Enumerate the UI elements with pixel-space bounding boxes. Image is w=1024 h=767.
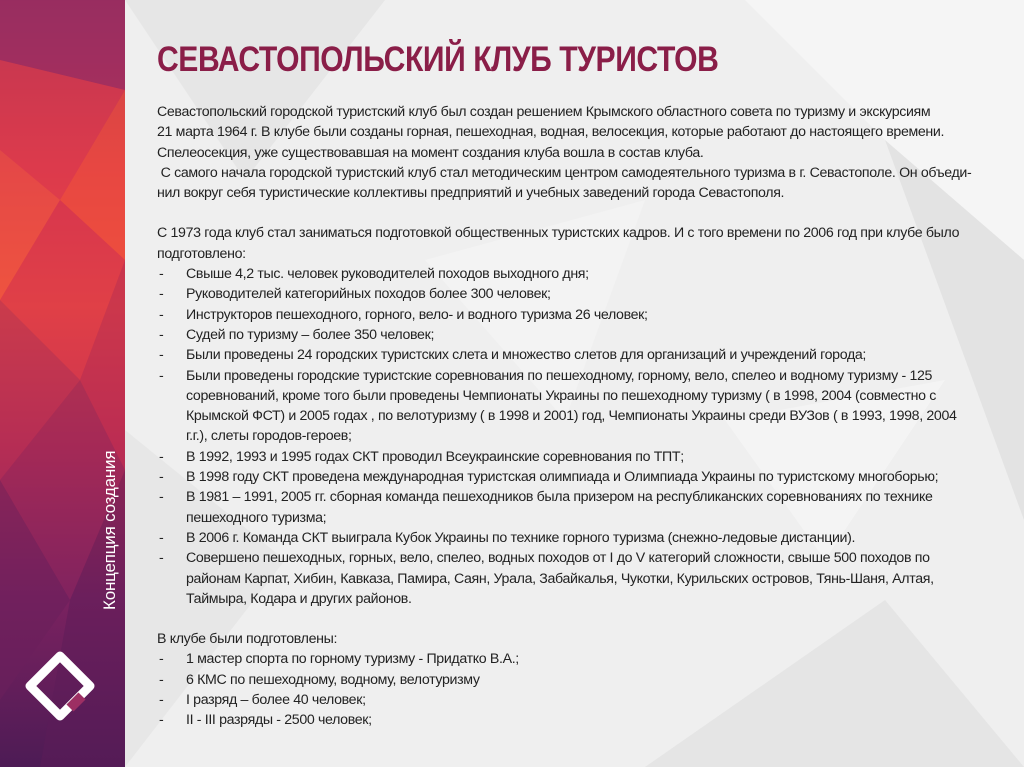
sidebar-caption-line: Концепция создания	[100, 450, 119, 610]
list-item	[157, 305, 1007, 325]
sidebar	[0, 0, 125, 767]
page-title: СЕВАСТОПОЛЬСКИЙ КЛУБ ТУРИСТОВ	[157, 40, 719, 79]
text-line: 21 марта 1964 г. В клубе были созданы горная, пешеходная, водная, велосекция, которые работают до настоящего времени.	[157, 124, 945, 141]
text-line: нил вокруг себя туристические коллективы предприятий и учебных заведений города Севастополя.	[157, 185, 785, 202]
list-item-line: Совершено пешеходных, горных, вело, спелео, водных походов от I до V категорий сложности, свыше 500 походов по	[186, 550, 930, 567]
text-line: Спелеосекция, уже существовавшая на момент создания клуба вошла в состав клуба.	[157, 144, 704, 161]
list-item	[157, 710, 1007, 730]
list-item-line: II - III разряды - 2500 человек;	[186, 712, 372, 729]
bullet-dash: -	[159, 286, 164, 303]
intro-paragraph	[157, 102, 1007, 203]
list-item-line: В 1981 – 1991, 2005 гг. сборная команда пешеходников была призером на республиканских соревнованиях по технике	[186, 489, 933, 506]
list-item	[157, 325, 1007, 345]
list-item	[157, 649, 1007, 669]
list-item-line: Руководителей категорийных походов более 300 человек;	[186, 286, 551, 303]
text-line: С самого начала городской туристский клуб стал методическим центром самодеятельного туризма в г. Севастополе. Он объеди-	[157, 164, 972, 181]
bullet-dash: -	[159, 712, 164, 729]
list-item-line: г.г.), слеты городов-героев;	[186, 428, 352, 445]
bullet-dash: -	[159, 671, 164, 688]
list-item-line: Инструкторов пешеходного, горного, вело- и водного туризма 26 человек;	[186, 306, 648, 323]
main-content	[157, 40, 1007, 731]
text-line: В клубе были подготовлены:	[157, 631, 338, 648]
bullet-dash: -	[159, 266, 164, 283]
list-item-line: В 1998 году СКТ проведена международная туристская олимпиада и Олимпиада Украины по туристскому многоборью;	[186, 469, 939, 486]
list-item-line: В 2006 г. Команда СКТ выиграла Кубок Украины по технике горного туризма (снежно-ледовые дистанции).	[186, 529, 856, 546]
list-item-line: пешеходного туризма;	[186, 509, 327, 526]
preparation-intro	[157, 223, 1007, 264]
list-item	[157, 264, 1007, 284]
list-item	[157, 670, 1007, 690]
bullet-dash: -	[159, 651, 164, 668]
list-item	[157, 487, 1007, 528]
text-line: Севастопольский городской туристский клуб был создан решением Крымского областного совета по туризму и экскурсиям	[157, 104, 931, 120]
bullet-dash: -	[159, 550, 164, 567]
list-item-line: 6 КМС по пешеходному, водному, велотуризму	[186, 671, 480, 688]
list-item	[157, 366, 1007, 447]
list-item	[157, 467, 1007, 487]
list-item	[157, 447, 1007, 467]
list-item-line: Крымской ФСТ) и 2005 годах , по велотуризму ( в 1998 и 2001) год, Чемпионаты Украины среди ВУЗов ( в 1993, 1998, 2004	[186, 408, 957, 425]
bullet-dash: -	[159, 529, 164, 546]
list-item	[157, 345, 1007, 365]
bullet-dash: -	[159, 489, 164, 506]
list-item-line: районам Карпат, Хибин, Кавказа, Памира, Саян, Урала, Забайкалья, Чукотки, Курильских островов, Тянь-Шаня, Алтая,	[186, 570, 934, 587]
bullet-dash: -	[159, 448, 164, 465]
achievements-list	[157, 264, 1007, 609]
list-item-line: соревнований, кроме того были проведены Чемпионаты Украины по пешеходному туризму ( в 1998, 2004 (совместно с	[186, 387, 937, 404]
trained-heading	[157, 629, 1007, 649]
list-item-line: В 1992, 1993 и 1995 годах СКТ проводил Всеукраинские соревнования по ТПТ;	[186, 448, 684, 465]
bullet-dash: -	[159, 326, 164, 343]
list-item	[157, 528, 1007, 548]
list-item	[157, 690, 1007, 710]
list-item-line: I разряд – более 40 человек;	[186, 692, 366, 709]
bullet-dash: -	[159, 469, 164, 486]
list-item-line: 1 мастер спорта по горному туризму - Придатко В.А.;	[186, 651, 519, 668]
list-item-line: Таймыра, Кодара и других районов.	[186, 590, 412, 607]
bullet-dash: -	[159, 347, 164, 364]
rounded-diamond-logo-icon	[24, 650, 96, 722]
bullet-dash: -	[159, 692, 164, 709]
list-item	[157, 548, 1007, 609]
text-line: подготовлено:	[157, 245, 246, 262]
bullet-dash: -	[159, 306, 164, 323]
text-line: С 1973 года клуб стал заниматься подготовкой общественных туристских кадров. И с того времени по 2006 год при клубе было	[157, 225, 960, 242]
trained-list	[157, 649, 1007, 730]
list-item-line: Были проведены городские туристские соревнования по пешеходному, горному, вело, спелео и водному туризму - 125	[186, 367, 933, 384]
bullet-dash: -	[159, 367, 164, 384]
list-item-line: Судей по туризму – более 350 человек;	[186, 326, 435, 343]
list-item	[157, 284, 1007, 304]
list-item-line: Свыше 4,2 тыс. человек руководителей походов выходного дня;	[186, 266, 589, 283]
list-item-line: Были проведены 24 городских туристских слета и множество слетов для организаций и учреждений города;	[186, 347, 867, 364]
